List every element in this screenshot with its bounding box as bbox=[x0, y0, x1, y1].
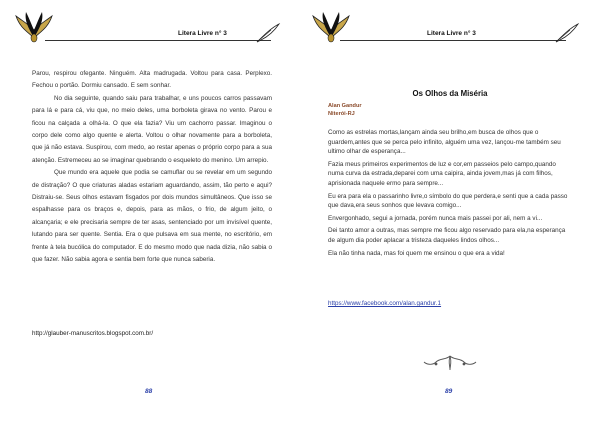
author-name: Alan Gandur bbox=[328, 103, 362, 109]
page-number: 88 bbox=[145, 388, 153, 395]
blog-link[interactable]: http://glauber-manuscritos.blogspot.com.br/ bbox=[32, 330, 154, 337]
paragraph: Que mundo era aquele que podia se camuflar ou se revelar em um segundo de distração? O que criaturas aladas estariam aguardando, assim, tão perto e aqui? Distraiu-se. Seus olhos estavam fisgados por dois mundos simultâneos. Que isso se espalhasse para os braços e, depois, para as mãos, o frio, de algum jeito, o alcançaria; e ele precisaria sempre de ter asas, sentenciado por um invisível quente, lutando para ser quente. Sentia. Era o que pulsava em sua mente, no escritório, em frente à tela bucólica do computador. E do mesmo modo que nada dizia, não sabia o que fazer. Não sabia agora e sentia bem forte que nunca saberia. bbox=[32, 169, 272, 264]
facebook-link[interactable]: https://www.facebook.com/alan.gandur.1 bbox=[328, 300, 442, 307]
left-body-text bbox=[32, 68, 272, 267]
author-city: Niterói-RJ bbox=[328, 111, 355, 117]
paragraph: Eu era para ela o passarinho livre,o símbolo do que perdera,e senti que a cada passo que dava,era seus sonhos que levava comigo... bbox=[328, 192, 568, 210]
header-rule bbox=[340, 40, 566, 41]
winged-logo-icon bbox=[14, 8, 54, 44]
paragraph: Dei tanto amor a outras, mas sempre me ficou algo reservado para ela,na esperança de algum dia poder aplacar a tristeza daqueles lindos olhos... bbox=[328, 227, 566, 244]
paragraph: Ela não tinha nada, mas foi quem me ensinou o que era a vida! bbox=[328, 249, 505, 257]
header-title: Litera Livre n° 3 bbox=[427, 30, 476, 37]
header-rule bbox=[45, 40, 271, 41]
paragraph: Como as estrelas mortas,lançam ainda seu brilho,em busca de olhos que o guardem,antes que se perca pelo infinito, alguém uma vez, lançou-me também seu ultimo olhar de esperança... bbox=[328, 129, 561, 156]
poem-title: Os Olhos da Miséria bbox=[412, 89, 488, 98]
paragraph: Parou, respirou ofegante. Ninguém. Alta madrugada. Voltou para casa. Perplexo. Fechou o portão. Dormiu cansado. E sem sonhar. bbox=[32, 70, 272, 90]
page-number: 89 bbox=[445, 388, 453, 395]
floral-ornament-icon bbox=[422, 352, 478, 372]
header-title: Litera Livre n° 3 bbox=[178, 30, 227, 37]
quill-pen-icon bbox=[552, 22, 580, 44]
paragraph: Envergonhado, segui a jornada, porém nunca mais passei por ali, nem a vi... bbox=[328, 214, 543, 222]
quill-pen-icon bbox=[253, 22, 281, 44]
paragraph: Fazia meus primeiros experimentos de luz e cor,em passeios pelo campo,quando numa curva da estrada,deparei com uma caipira, ainda jovem,mas já com filhos, aprisionada naquele ermo para sempre... bbox=[328, 160, 556, 187]
right-body-text bbox=[328, 128, 572, 261]
paragraph: No dia seguinte, quando saiu para trabalhar, e uns poucos carros passavam para lá e para cá, viu que, no meio deles, uma borboleta girava no vento. Parou e ficou na calçada a olhá-la. O que ela fazia? Viu um cachorro passar. Imaginou o corpo dele como algo quente e alerta. Voltou o olhar novamente para a borboleta, que já não estava. Suspirou, com medo, ao restar apenas o próprio corpo para a sua atenção. Estremeceu ao se imaginar quebrando o esqueleto do menino. Um arrepio. bbox=[32, 94, 272, 164]
winged-logo-icon bbox=[311, 8, 351, 44]
right-page bbox=[300, 0, 600, 424]
